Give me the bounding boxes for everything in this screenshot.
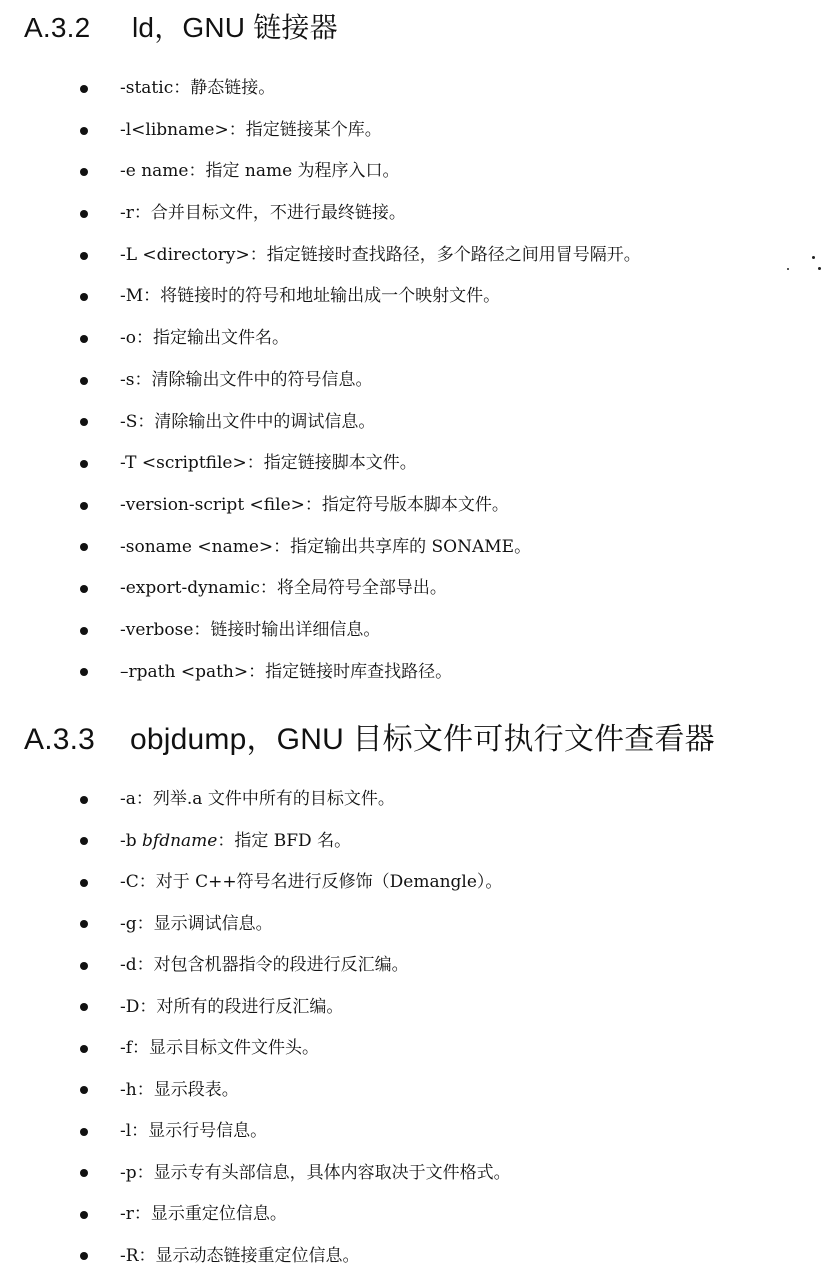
option-text: -l<libname>：指定链接某个库。 [120,119,382,140]
bullet-icon [80,418,88,426]
list-item [0,235,832,277]
list-item [0,360,832,402]
list-item [0,318,832,360]
bullet-icon [80,252,88,260]
section-number: A.3.2 [24,12,91,43]
bullet-icon [80,168,88,176]
bullet-icon [80,293,88,301]
option-flag: -b [120,830,143,851]
bullet-icon [80,1086,88,1094]
bullet-icon [80,668,88,676]
list-item [0,1028,832,1070]
section-number: A.3.3 [24,723,96,756]
option-text: -T <scriptfile>：指定链接脚本文件。 [120,453,417,474]
option-text: -f：显示目标文件文件头。 [120,1038,320,1058]
list-item [0,904,832,946]
bullet-icon [80,460,88,468]
bullet-icon [80,627,88,635]
bullet-icon [80,127,88,135]
list-item [0,779,832,821]
scan-speck [812,256,815,259]
option-text: -r：显示重定位信息。 [120,1204,287,1224]
list-item [0,443,832,485]
bullet-icon [80,1003,88,1011]
option-text: -M：将链接时的符号和地址输出成一个映射文件。 [120,286,501,307]
bullet-icon [80,85,88,93]
option-argument: bfdname [142,830,218,851]
option-text: -d：对包含机器指令的段进行反汇编。 [120,955,409,975]
option-text: -a：列举.a 文件中所有的目标文件。 [120,789,395,809]
list-item [0,610,832,652]
bullet-icon [80,962,88,970]
bullet-icon [80,585,88,593]
list-item [0,276,832,318]
section-title: objdump，GNU 目标文件可执行文件查看器 [130,723,715,756]
list-item [0,945,832,987]
list-item [0,987,832,1029]
option-text: -R：显示动态链接重定位信息。 [120,1245,360,1266]
bullet-icon [80,1045,88,1053]
list-item [0,485,832,527]
option-text: -e name：指定 name 为程序入口。 [120,161,400,182]
list-item [0,151,832,193]
option-text: -r：合并目标文件，不进行最终链接。 [120,203,406,224]
list-item [0,1070,832,1112]
option-text: -l：显示行号信息。 [120,1121,268,1141]
bullet-icon [80,502,88,510]
bullet-icon [80,210,88,218]
list-item [0,1236,832,1278]
option-text: -L <directory>：指定链接时查找路径，多个路径之间用冒号隔开。 [120,244,641,265]
option-text: -h：显示段表。 [120,1079,239,1100]
option-text: -D：对所有的段进行反汇编。 [120,996,344,1017]
bullet-icon [80,1169,88,1177]
list-item [0,1111,832,1153]
list-item [0,110,832,152]
bullet-icon [80,543,88,551]
option-text: -p：显示专有头部信息，具体内容取决于文件格式。 [120,1162,511,1183]
bullet-icon [80,1252,88,1260]
bullet-icon [80,796,88,804]
option-text: -version-script <file>：指定符号版本脚本文件。 [120,494,509,515]
section-title: ld，GNU 链接器 [132,12,338,43]
option-text: -export-dynamic：将全局符号全部导出。 [120,578,447,599]
bullet-icon [80,879,88,887]
bullet-icon [80,920,88,928]
option-text [120,821,351,863]
bullet-icon [80,1211,88,1219]
option-text: -o：指定输出文件名。 [120,328,289,349]
list-item [0,652,832,694]
bullet-icon [80,377,88,385]
option-text: –rpath <path>：指定链接时库查找路径。 [120,661,453,682]
list-item [0,568,832,610]
list-item [0,402,832,444]
list-item [0,862,832,904]
list-item [0,527,832,569]
option-text: -soname <name>：指定输出共享库的 SONAME。 [120,536,532,557]
section-heading-ld [24,8,338,48]
list-item [0,193,832,235]
option-text: -S：清除输出文件中的调试信息。 [120,411,376,432]
scan-speck [787,268,789,270]
option-text: -C：对于 C++符号名进行反修饰（Demangle）。 [120,872,503,892]
option-text: -s：清除输出文件中的符号信息。 [120,369,373,390]
scan-speck [818,267,821,270]
objdump-option-list [0,779,832,1277]
option-text: -g：显示调试信息。 [120,913,273,934]
bullet-icon [80,335,88,343]
bullet-icon [80,1128,88,1136]
option-text: -verbose：链接时输出详细信息。 [120,619,381,640]
list-item [0,1194,832,1236]
list-item [0,68,832,110]
ld-option-list [0,68,832,693]
section-heading-objdump [24,719,715,761]
option-text: -static：静态链接。 [120,78,276,98]
list-item [0,1153,832,1195]
list-item [0,821,832,863]
option-description: ：指定 BFD 名。 [217,830,352,851]
bullet-icon [80,837,88,845]
